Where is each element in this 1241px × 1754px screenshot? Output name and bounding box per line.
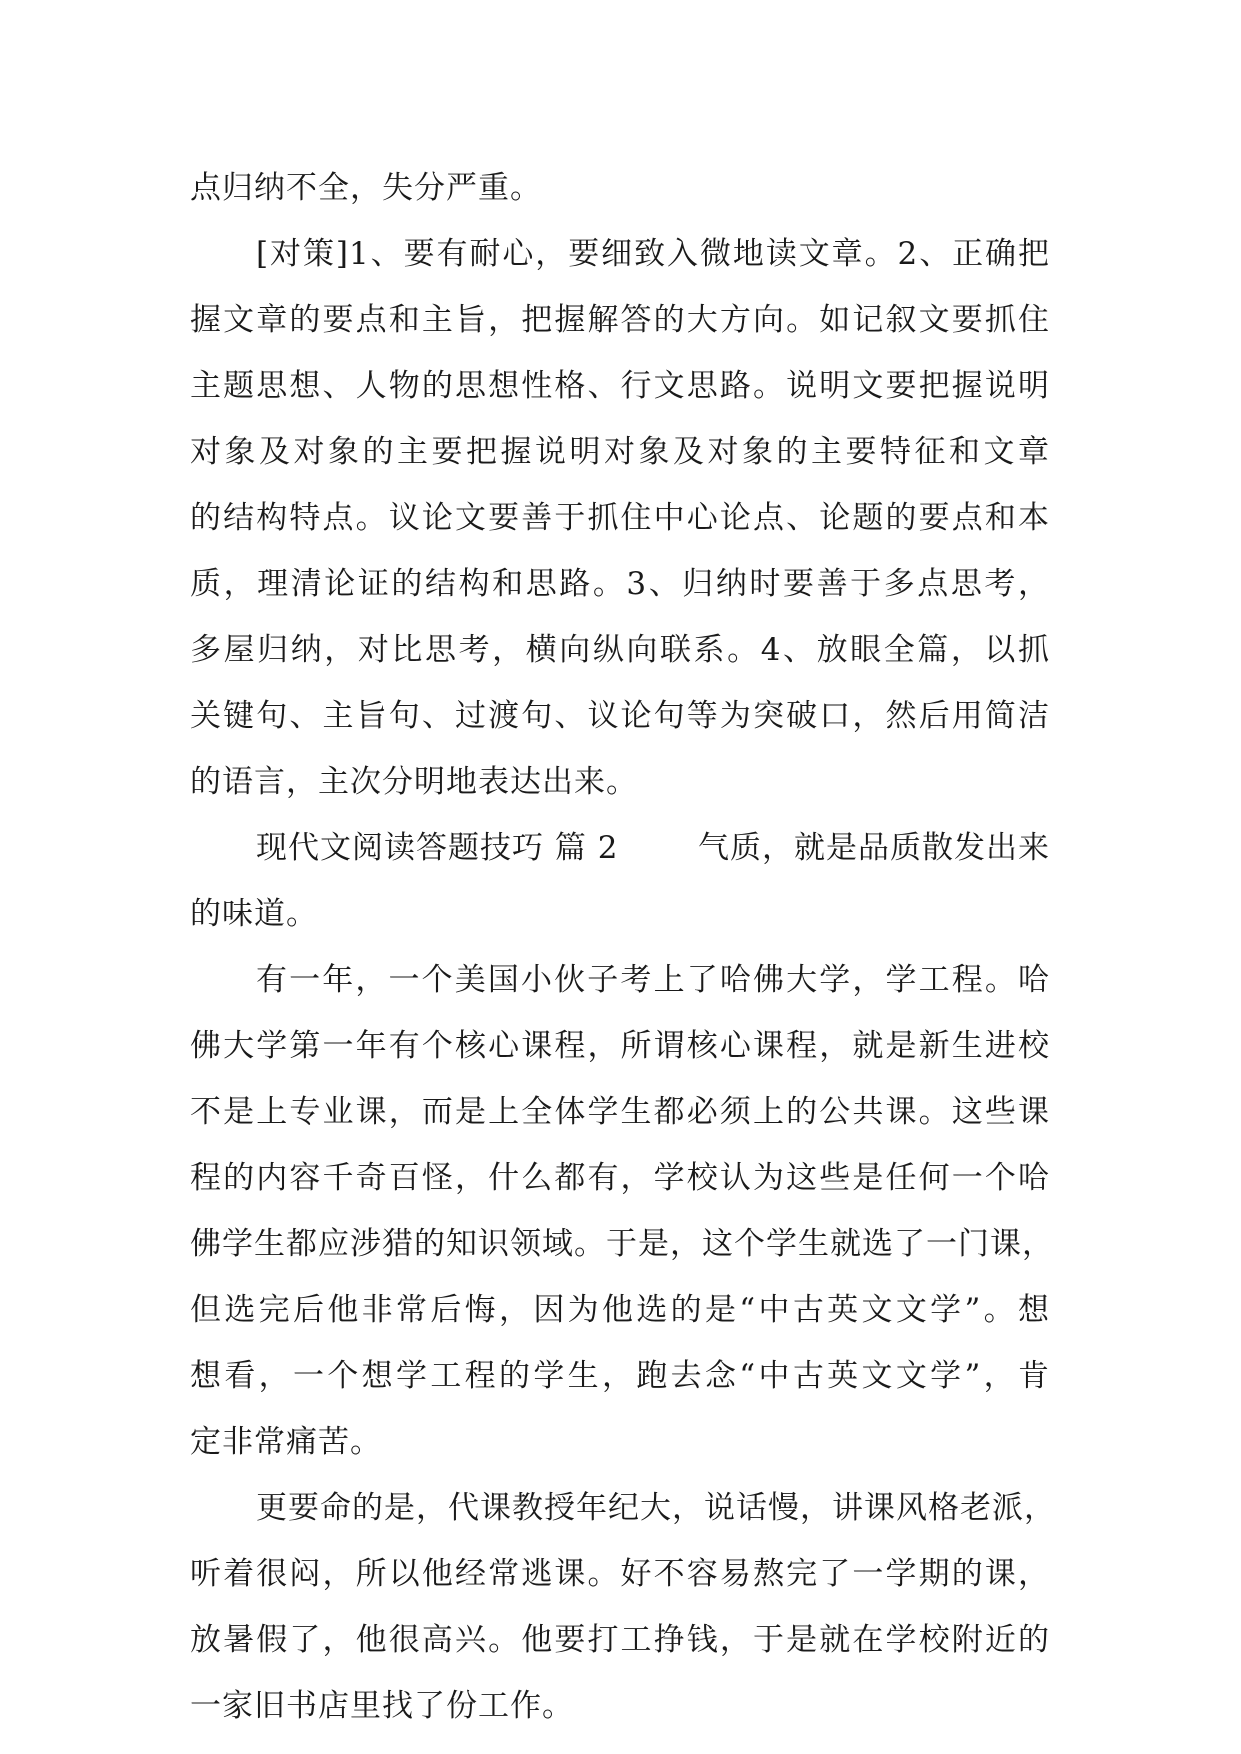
text-line: 程的内容千奇百怪，什么都有，学校认为这些是任何一个哈: [190, 1160, 1050, 1196]
text-line: 握文章的要点和主旨，把握解答的大方向。如记叙文要抓住: [190, 302, 1050, 338]
text-line: 不是上专业课，而是上全体学生都必须上的公共课。这些课: [190, 1094, 1050, 1130]
text-line: [对策]1、要有耐心，要细致入微地读文章。2、正确把: [256, 236, 1050, 272]
text-line: 对象及对象的主要把握说明对象及对象的主要特征和文章: [190, 434, 1050, 470]
text-line: 的味道。: [190, 896, 318, 932]
text-line: 听着很闷，所以他经常逃课。好不容易熬完了一学期的课，: [190, 1556, 1050, 1592]
text-line: 佛大学第一年有个核心课程，所谓核心课程，就是新生进校: [190, 1028, 1050, 1064]
text-line: 质，理清论证的结构和思路。3、归纳时要善于多点思考，: [190, 566, 1050, 602]
text-line: 的结构特点。议论文要善于抓住中心论点、论题的要点和本: [190, 500, 1050, 536]
text-line: 定非常痛苦。: [190, 1424, 382, 1460]
text-line: 但选完后他非常后悔，因为他选的是“中古英文文学”。想: [190, 1292, 1050, 1328]
text-line: 的语言，主次分明地表达出来。: [190, 764, 638, 800]
text-line: 气质，就是品质散发出来: [698, 830, 1050, 866]
text-line: 关键句、主旨句、过渡句、议论句等为突破口，然后用简洁: [190, 698, 1050, 734]
text-line: 多屋归纳，对比思考，横向纵向联系。4、放眼全篇，以抓: [190, 632, 1050, 668]
text-line: 一家旧书店里找了份工作。: [190, 1688, 574, 1724]
text-line: 佛学生都应涉猎的知识领域。于是，这个学生就选了一门课，: [190, 1226, 1054, 1262]
text-line: 更要命的是，代课教授年纪大，说话慢，讲课风格老派，: [256, 1490, 1056, 1526]
text-line: 点归纳不全，失分严重。: [190, 170, 542, 206]
text-line: 想看，一个想学工程的学生，跑去念“中古英文文学”，肯: [190, 1358, 1050, 1394]
text-line: 放暑假了，他很高兴。他要打工挣钱，于是就在学校附近的: [190, 1622, 1050, 1658]
text-line: 有一年，一个美国小伙子考上了哈佛大学，学工程。哈: [256, 962, 1050, 998]
section-heading: 现代文阅读答题技巧 篇 2: [256, 830, 619, 866]
text-line: 主题思想、人物的思想性格、行文思路。说明文要把握说明: [190, 368, 1050, 404]
